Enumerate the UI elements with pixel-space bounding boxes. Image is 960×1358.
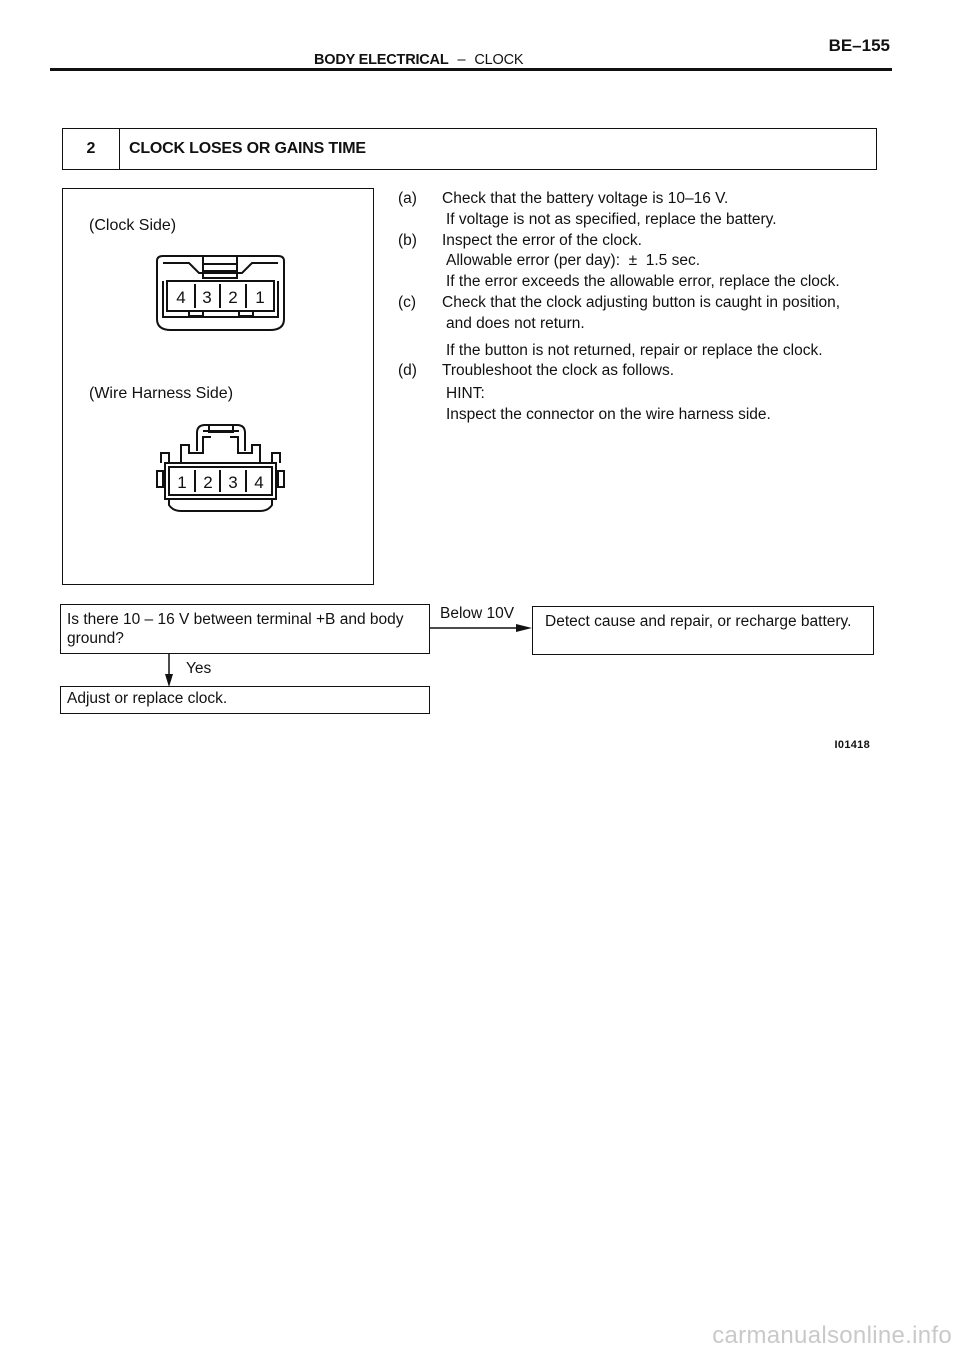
step-text: and does not return. [446, 314, 585, 332]
harness-pin-label: 3 [228, 473, 238, 492]
yes-label: Yes [186, 660, 212, 677]
step-text: Check that the clock adjusting button is caught in position, [442, 293, 841, 311]
step-label: (d) [398, 362, 417, 380]
page-number: BE–155 [828, 36, 890, 55]
figure-code: I01418 [834, 739, 870, 751]
step-text: Troubleshoot the clock as follows. [442, 362, 675, 380]
flow-yes-action: Adjust or replace clock. [67, 690, 228, 707]
flow-question: Is there 10 – 16 V between terminal +B and body ground? [67, 611, 404, 647]
connector-diagram [62, 188, 374, 585]
flow-question-box [60, 604, 430, 654]
clock-pin-label: 4 [176, 288, 186, 307]
header-dash: – [457, 52, 466, 68]
step-text: Inspect the connector on the wire harness side. [446, 405, 771, 423]
procedure-title: CLOCK LOSES OR GAINS TIME [129, 140, 366, 157]
subsection-title: CLOCK [474, 52, 524, 68]
inspection-steps [398, 189, 888, 426]
step-text: If voltage is not as specified, replace the battery. [446, 210, 777, 228]
step-text: Allowable error (per day): ± 1.5 sec. [446, 252, 701, 270]
below-10v-label: Below 10V [440, 605, 515, 622]
step-label: (b) [398, 231, 417, 249]
wire-harness-side-label: (Wire Harness Side) [89, 385, 234, 402]
clock-side-label: (Clock Side) [89, 217, 177, 234]
step-text: If the error exceeds the allowable error, replace the clock. [446, 273, 840, 291]
header-rule [50, 68, 892, 71]
step-label: (c) [398, 293, 417, 311]
watermark-footer: carmanualsonline.info [712, 1322, 952, 1349]
step-text: Inspect the error of the clock. [442, 231, 642, 249]
section-title: BODY ELECTRICAL [314, 52, 449, 68]
section-header [314, 52, 523, 68]
step-label: (a) [398, 190, 417, 207]
down-arrow-icon [162, 654, 176, 687]
harness-pin-label: 1 [177, 473, 187, 492]
step-c [398, 293, 888, 361]
harness-pin-label: 2 [203, 473, 213, 492]
step-d [398, 361, 888, 425]
harness-pin-label: 4 [254, 473, 264, 492]
step-text: If the button is not returned, repair or replace the clock. [446, 341, 823, 359]
procedure-number: 2 [63, 129, 120, 169]
step-a [398, 189, 888, 231]
step-text: Check that the battery voltage is 10–16 V. [442, 190, 729, 207]
wire-harness-connector-icon [153, 421, 288, 516]
flow-below-action-box [532, 606, 874, 655]
flow-yes-action-box [60, 686, 430, 714]
right-arrow-icon [430, 622, 534, 634]
clock-pin-label: 1 [255, 288, 265, 307]
clock-pin-label: 3 [202, 288, 212, 307]
clock-pin-label: 2 [228, 288, 238, 307]
procedure-title-box [62, 128, 877, 170]
step-b [398, 231, 888, 293]
flow-below-action: Detect cause and repair, or recharge battery. [545, 613, 852, 630]
hint-label: HINT: [446, 385, 485, 403]
clock-connector-icon [153, 253, 288, 335]
